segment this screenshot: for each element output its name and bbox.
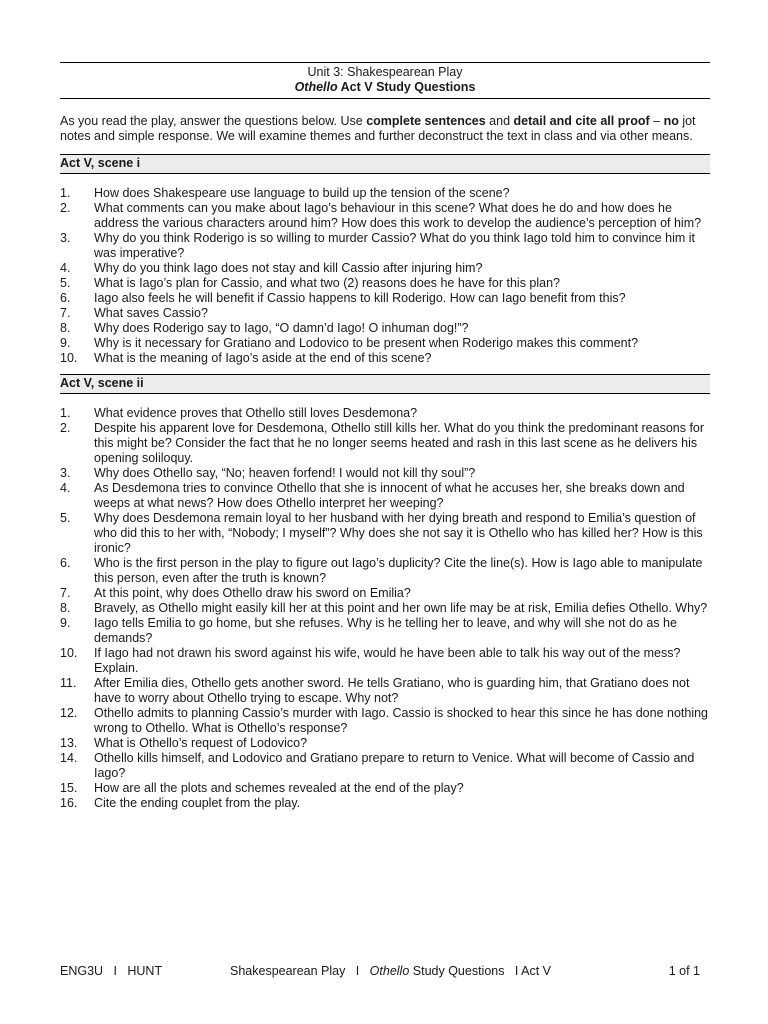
section-heading-scene-2: Act V, scene ii <box>60 374 710 394</box>
question-number: 4. <box>60 261 71 275</box>
question-number: 2. <box>60 421 71 435</box>
question-text: How does Shakespeare use language to build up the tension of the scene? <box>94 186 510 200</box>
unit-title: Unit 3: Shakespearean Play <box>307 65 463 79</box>
question-text: What saves Cassio? <box>94 306 208 320</box>
question-item <box>60 231 710 261</box>
question-text: Why is it necessary for Gratiano and Lodovico to be present when Roderigo makes this comment? <box>94 336 639 350</box>
question-number: 10. <box>60 351 78 365</box>
question-number: 1. <box>60 186 71 200</box>
question-text: Why do you think Iago does not stay and kill Cassio after injuring him? <box>94 261 483 275</box>
question-item <box>60 676 710 706</box>
question-number: 16. <box>60 796 78 810</box>
question-number: 10. <box>60 646 78 660</box>
question-item <box>60 321 710 336</box>
intro-text-3: – <box>649 114 664 128</box>
question-number: 9. <box>60 616 71 630</box>
question-text: As Desdemona tries to convince Othello that she is innocent of what he accuses her, she breaks down and weeps at what news? How does Othello interpret her weeping? <box>94 481 685 510</box>
question-item <box>60 601 710 616</box>
question-text: Why does Roderigo say to Iago, “O damn’d Iago! O inhuman dog!”? <box>94 321 469 335</box>
question-text: Iago tells Emilia to go home, but she refuses. Why is he telling her to leave, and why will she not do as he demands? <box>94 616 677 645</box>
footer-title-italic: Othello <box>369 964 410 978</box>
question-number: 7. <box>60 586 71 600</box>
question-text: Othello admits to planning Cassio’s murder with Iago. Cassio is shocked to hear this since he has done nothing wrong to Othello. What is Othello’s response? <box>94 706 709 735</box>
question-number: 12. <box>60 706 78 720</box>
question-number: 5. <box>60 511 71 525</box>
subtitle-rest: Act V Study Questions <box>337 80 476 94</box>
instructions <box>60 114 710 144</box>
question-text: Despite his apparent love for Desdemona, Othello still kills her. What do you think the predominant reasons for this might be? Consider the fact that he no longer seems heated and rash in this last scene as he delivers his opening soliloquy. <box>94 421 705 465</box>
question-item <box>60 751 710 781</box>
question-item <box>60 736 710 751</box>
question-list-scene-1 <box>60 186 710 366</box>
question-text: Who is the first person in the play to figure out Iago’s duplicity? Cite the line(s). How is Iago able to manipulate this person, even after the truth is known? <box>94 556 703 585</box>
question-item <box>60 511 710 556</box>
question-text: What is Othello’s request of Lodovico? <box>94 736 308 750</box>
question-text: Why do you think Roderigo is so willing to murder Cassio? What do you think Iago told him to convince him it was imperative? <box>94 231 695 260</box>
question-item <box>60 556 710 586</box>
question-item <box>60 481 710 511</box>
question-text: What evidence proves that Othello still loves Desdemona? <box>94 406 418 420</box>
footer-title <box>230 964 551 979</box>
question-item <box>60 781 710 796</box>
question-number: 1. <box>60 406 71 420</box>
question-number: 3. <box>60 231 71 245</box>
intro-text-2: and <box>485 114 514 128</box>
question-number: 6. <box>60 291 71 305</box>
question-text: What is the meaning of Iago’s aside at the end of this scene? <box>94 351 432 365</box>
question-number: 11. <box>60 676 77 690</box>
question-item <box>60 201 710 231</box>
question-item <box>60 586 710 601</box>
play-title: Othello <box>294 80 338 94</box>
question-number: 7. <box>60 306 71 320</box>
question-text: What comments can you make about Iago’s behaviour in this scene? What does he do and how does he address the various characters around him? How does this work to develop the audience’s perception of him? <box>94 201 702 230</box>
footer-title-post: Study Questions I Act V <box>409 964 552 978</box>
question-item <box>60 466 710 481</box>
question-item <box>60 291 710 306</box>
question-text: Why does Desdemona remain loyal to her husband with her dying breath and respond to Emilia’s question of who did this to her with, “Nobody; I myself”? Why does she not say it is Othello who has killed her? How is this ironic? <box>94 511 703 555</box>
question-number: 4. <box>60 481 71 495</box>
question-item <box>60 406 710 421</box>
intro-bold-2: detail and cite all proof <box>513 114 650 128</box>
question-text: How are all the plots and schemes revealed at the end of the play? <box>94 781 464 795</box>
document-subtitle <box>60 80 710 95</box>
document-header <box>60 62 710 99</box>
question-item <box>60 616 710 646</box>
document-page <box>60 62 710 811</box>
question-text: At this point, why does Othello draw his sword on Emilia? <box>94 586 411 600</box>
footer-course: ENG3U I HUNT <box>60 964 163 978</box>
question-number: 2. <box>60 201 71 215</box>
question-text: If Iago had not drawn his sword against his wife, would he have been able to talk his way out of the mess? Explain. <box>94 646 681 675</box>
question-item <box>60 351 710 366</box>
question-text: Cite the ending couplet from the play. <box>94 796 301 810</box>
question-item <box>60 276 710 291</box>
question-item <box>60 261 710 276</box>
question-number: 9. <box>60 336 71 350</box>
question-text: After Emilia dies, Othello gets another sword. He tells Gratiano, who is guarding him, that Gratiano does not have to worry about Othello trying to escape. Why not? <box>94 676 690 705</box>
question-item <box>60 646 710 676</box>
question-number: 15. <box>60 781 78 795</box>
question-number: 8. <box>60 321 71 335</box>
question-item <box>60 421 710 466</box>
question-item <box>60 796 710 811</box>
question-item <box>60 186 710 201</box>
question-number: 5. <box>60 276 71 290</box>
question-text: Why does Othello say, “No; heaven forfend! I would not kill thy soul”? <box>94 466 476 480</box>
question-list-scene-2 <box>60 406 710 811</box>
question-item <box>60 706 710 736</box>
question-number: 14. <box>60 751 78 765</box>
footer-title-pre: Shakespearean Play I <box>230 964 370 978</box>
question-number: 8. <box>60 601 71 615</box>
question-text: Bravely, as Othello might easily kill her at this point and her own life may be at risk, Emilia defies Othello. Why? <box>94 601 708 615</box>
page-number: 1 of 1 <box>668 964 700 978</box>
intro-text-4: jot notes and simple response. We will examine themes and further deconstruct the text in class and via other means. <box>60 114 696 143</box>
section-heading-scene-1: Act V, scene i <box>60 154 710 174</box>
intro-text-1: As you read the play, answer the questions below. Use <box>60 114 367 128</box>
question-text: Iago also feels he will benefit if Cassio happens to kill Roderigo. How can Iago benefit from this? <box>94 291 626 305</box>
intro-bold-1: complete sentences <box>366 114 486 128</box>
question-text: Othello kills himself, and Lodovico and Gratiano prepare to return to Venice. What will become of Cassio and Iago? <box>94 751 695 780</box>
question-item <box>60 306 710 321</box>
question-number: 13. <box>60 736 78 750</box>
intro-bold-3: no <box>663 114 679 128</box>
question-number: 6. <box>60 556 71 570</box>
question-number: 3. <box>60 466 71 480</box>
question-item <box>60 336 710 351</box>
question-text: What is Iago’s plan for Cassio, and what two (2) reasons does he have for this plan? <box>94 276 560 290</box>
